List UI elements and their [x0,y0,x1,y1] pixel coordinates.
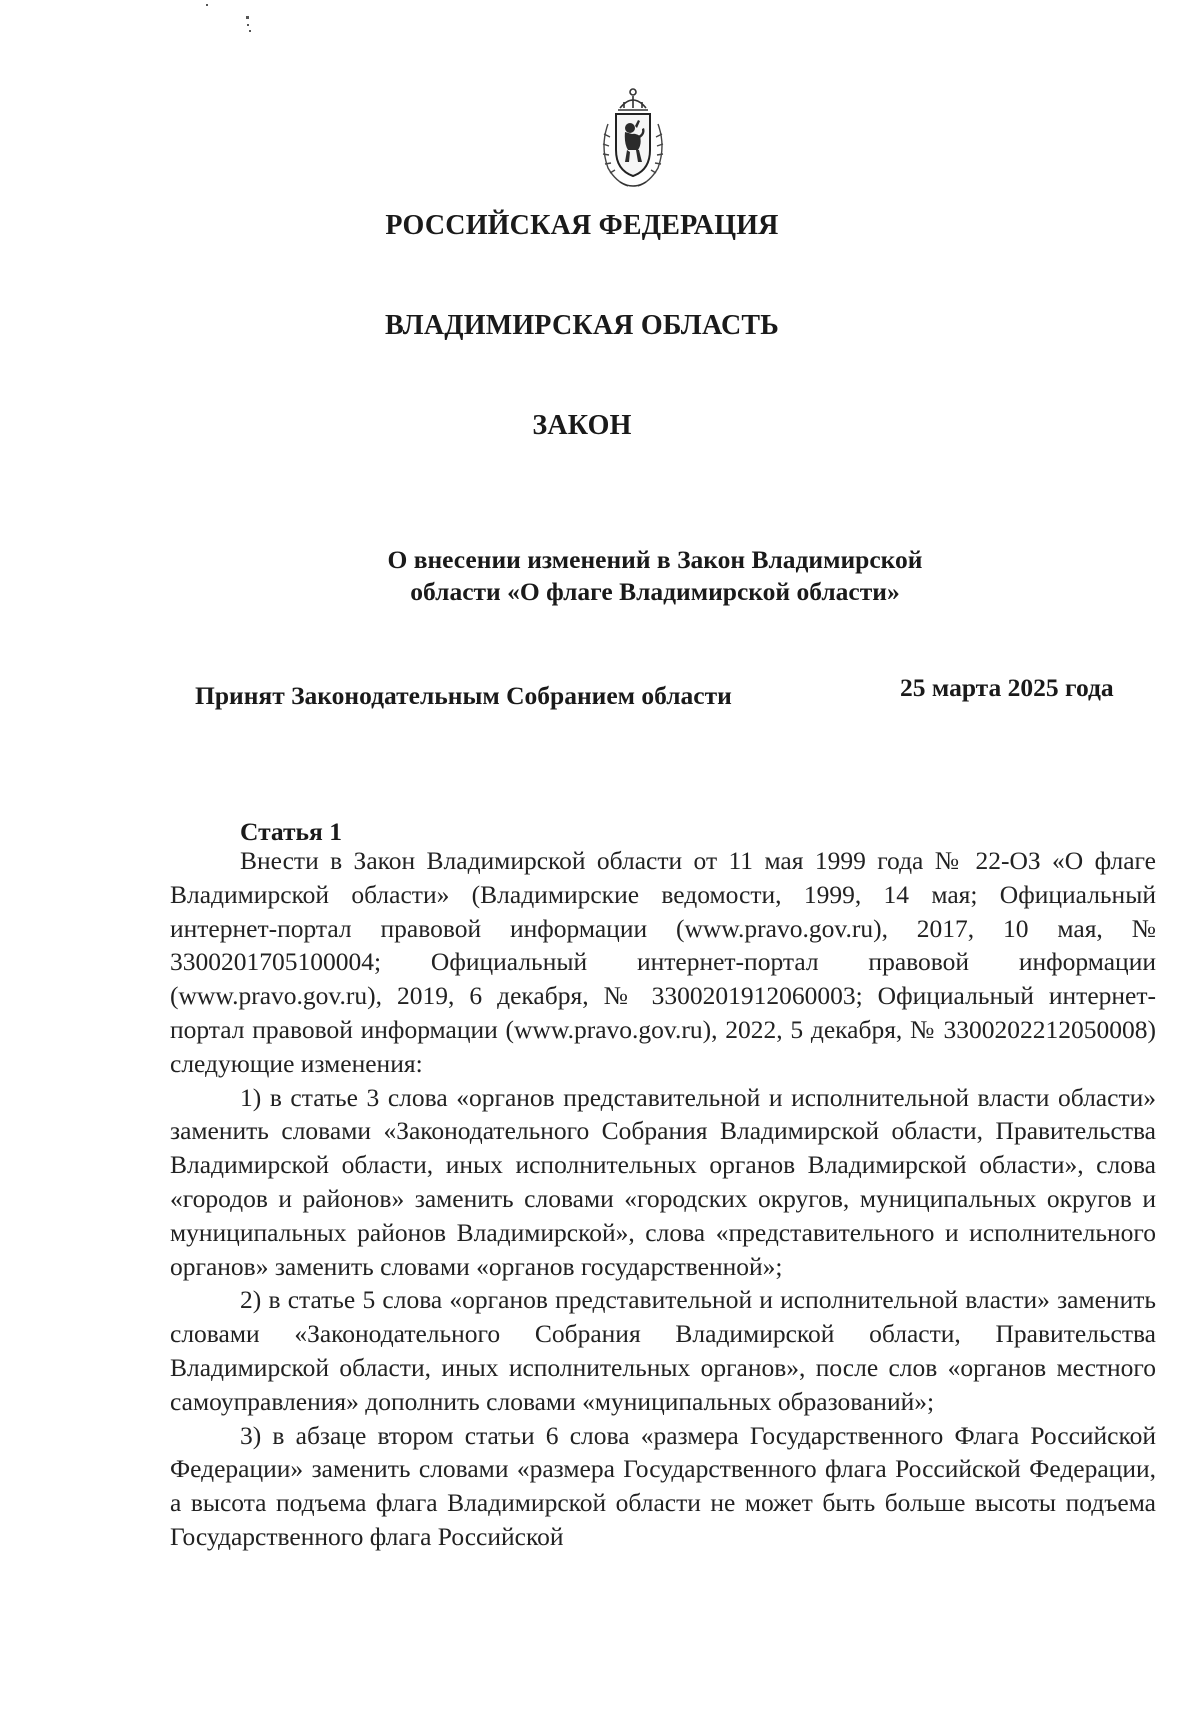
scan-speck [249,30,251,32]
document-type-heading: ЗАКОН [532,410,632,441]
article-body [170,844,1156,1554]
article-paragraph: 2) в статье 5 слова «органов представительной и исполнительной власти» заменить словами «Законодательного Собрания Владимирской области, Правительства Владимирской области, иных исполнительных органов», после слов «органов местного самоуправления» дополнить словами «муниципальных образований»; [170,1285,1156,1416]
article-paragraph: Внести в Закон Владимирской области от 11 мая 1999 года № 22-ОЗ «О флаге Владимирской области» (Владимирские ведомости, 1999, 14 мая; Официальный интернет-портал правовой информации (www.pravo.gov.ru), 2017, 10 мая, № 3300201705100004; Официальный интернет-портал правовой информации (www.pravo.gov.ru), 2019, 6 декабря, № 3300201912060003; Официальный интернет-портал правовой информации (www.pravo.gov.ru), 2022, 5 декабря, № 3300202212050008) следующие изменения: [170,846,1156,1078]
scan-speck [206,4,208,6]
region-heading: ВЛАДИМИРСКАЯ ОБЛАСТЬ [384,310,780,341]
law-title-line: О внесении изменений в Закон Владимирской [387,545,923,574]
article-paragraph: 1) в статье 3 слова «органов представительной и исполнительной власти области» заменить словами «Законодательного Собрания Владимирской области, Правительства Владимирской области, иных исполнительных органов Владимирской области», слова «городов и районов» заменить словами «городских округов, муниципальных округов и муниципальных районов Владимирской», слова «представительного и исполнительного органов» заменить словами «органов государственной»; [170,1082,1156,1281]
adoption-label: Принят Законодательным Собранием области [195,681,732,710]
adoption-date: 25 марта 2025 года [900,673,1114,702]
law-title [290,544,1020,608]
coat-of-arms-emblem [594,84,672,192]
scan-speck [246,16,249,19]
article-paragraph: 3) в абзаце втором статьи 6 слова «размера Государственного Флага Российской Федерации» заменить словами «размера Государственного флага Российской Федерации, а высота подъема флага Владимирской области не может быть больше высоты подъема Государственного флага Российской [170,1420,1156,1551]
country-heading: РОССИЙСКАЯ ФЕДЕРАЦИЯ [385,210,779,241]
law-title-line: области «О флаге Владимирской области» [410,577,900,606]
scan-speck [247,24,249,26]
article-heading: Статья 1 [240,817,342,846]
